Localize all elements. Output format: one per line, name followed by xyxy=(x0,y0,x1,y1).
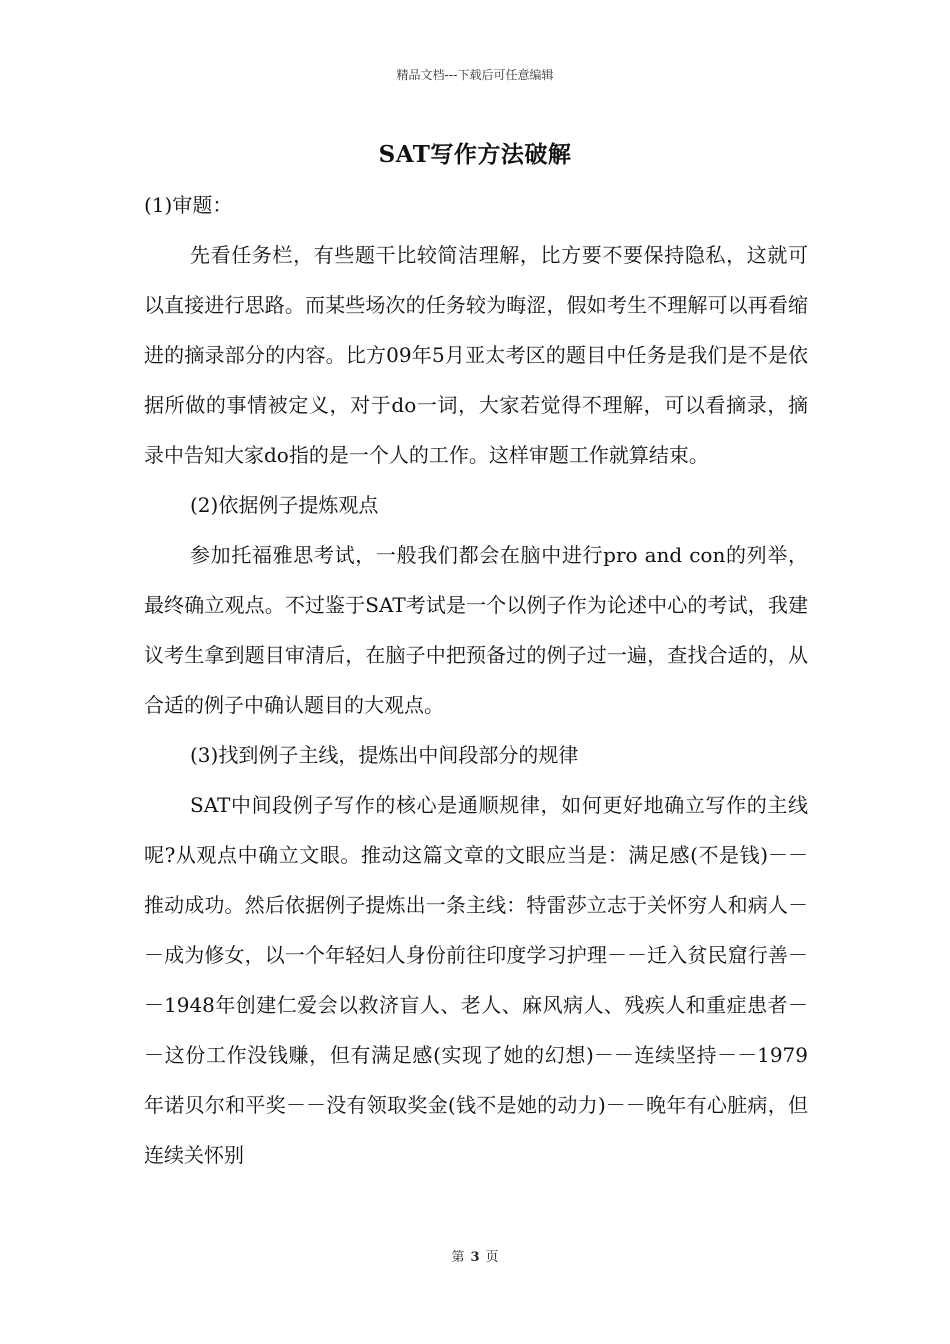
page-number: 3 xyxy=(470,1250,480,1265)
page-footer-prefix: 第 xyxy=(451,1250,465,1265)
paragraph-5: (3)找到例子主线，提炼出中间段部分的规律 xyxy=(190,743,579,767)
document-body xyxy=(144,180,808,1180)
paragraph-1: (1)审题： xyxy=(144,193,233,217)
paragraph-3: (2)依据例子提炼观点 xyxy=(190,493,379,517)
page-footer xyxy=(0,1246,950,1265)
paragraph-6: SAT中间段例子写作的核心是通顺规律，如何更好地确立写作的主线呢?从观点中确立文眼。推动这篇文章的文眼应当是：满足感(不是钱)－－推动成功。然后依据例子提炼出一条主线：特雷莎立志于关怀穷人和病人－－成为修女，以一个年轻妇人身份前往印度学习护理－－迁入贫民窟行善－－1948年创建仁爱会以救济盲人、老人、麻风病人、残疾人和重症患者－－这份工作没钱赚，但有满足感(实现了她的幻想)－－连续坚持－－1979年诺贝尔和平奖－－没有领取奖金(钱不是她的动力)－－晚年有心脏病，但连续关怀别 xyxy=(144,793,808,1167)
page-footer-suffix: 页 xyxy=(485,1250,499,1265)
page-header: 精品文档---下载后可任意编辑 xyxy=(396,68,554,82)
paragraph-4: 参加托福雅思考试，一般我们都会在脑中进行pro and con的列举，最终确立观点。不过鉴于SAT考试是一个以例子作为论述中心的考试，我建议考生拿到题目审清后，在脑子中把预备过的例子过一遍，查找合适的，从合适的例子中确认题目的大观点。 xyxy=(144,543,808,717)
document-title: SAT写作方法破解 xyxy=(378,141,572,168)
paragraph-2: 先看任务栏，有些题干比较简洁理解，比方要不要保持隐私，这就可以直接进行思路。而某些场次的任务较为晦涩，假如考生不理解可以再看缩进的摘录部分的内容。比方09年5月亚太考区的题目中任务是我们是不是依据所做的事情被定义，对于do一词，大家若觉得不理解，可以看摘录，摘录中告知大家do指的是一个人的工作。这样审题工作就算结束。 xyxy=(144,243,808,467)
